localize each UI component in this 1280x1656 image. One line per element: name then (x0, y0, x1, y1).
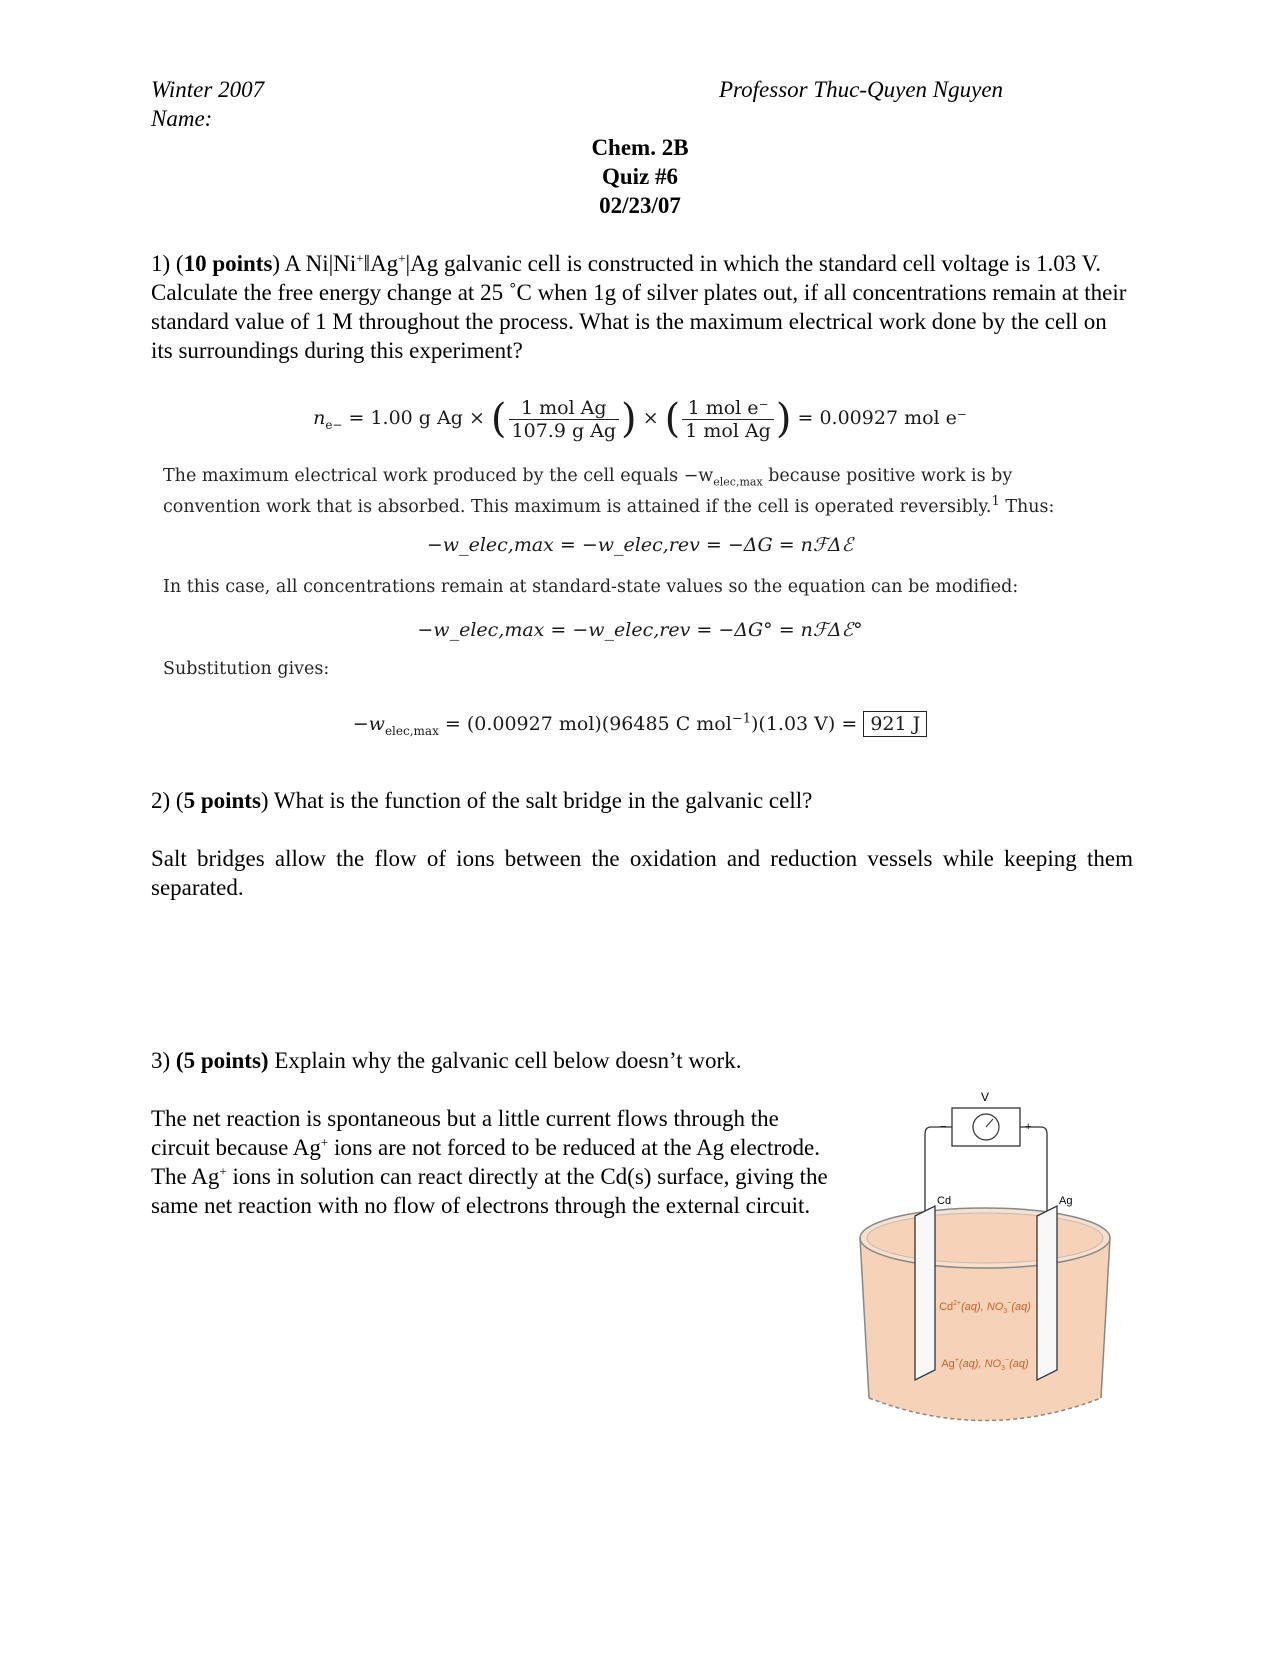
answer-2: Salt bridges allow the flow of ions between the oxidation and reduction vessels while keeping them separated. (151, 846, 1133, 900)
question-2: 2) (5 points) What is the function of the salt bridge in the galvanic cell? (151, 788, 813, 813)
question-1: 1) (10 points) A Ni|Ni+‖Ag+|Ag galvanic cell is constructed in which the standard cell voltage is 1.03 V. Calculate the free energy change at 25 ˚C when 1g of silver plates out, if all concentrations remain at their standard value of 1 M throughout the process. What is the maximum electrical work done by the cell on its surroundings during this experiment? (151, 250, 1127, 363)
equation-result: $-w_{elec,max} = (0.00927$ mol)(96485 C mol$^{-1}$)(1.03 V) = 921 J (0, 713, 1280, 738)
equation-work-delta-g: −w_elec,max = −w_elec,rev = −ΔG = nℱΔℰ (426, 534, 854, 556)
q2-points: 5 points (183, 788, 261, 813)
equation-work-standard: −w_elec,max = −w_elec,rev = −ΔG° = nℱΔℰ° (417, 619, 863, 641)
quiz-date: 02/23/07 (599, 193, 681, 218)
answer-box: 921 J (863, 711, 927, 737)
cd-electrode (915, 1206, 935, 1380)
equation-moles-electrons: $n_{e-} = 1.00$ g Ag × ( $\frac{\text{1 mol Ag}}{\text{107.9 g Ag}}$ ) × ( $\frac{\text{1 mol e⁻}}{\text{1 mol Ag}}$ ) = 0.00927 mol e⁻ (313, 396, 967, 442)
solution-label-cd: $Cd^{2+}(aq)$, $NO_3^-(aq)$ (939, 1300, 1031, 1315)
cd-label: Cd (937, 1195, 952, 1207)
q3-points: (5 points) (175, 1048, 269, 1073)
voltmeter-label: V (980, 1090, 990, 1104)
ag-electrode (1037, 1206, 1057, 1380)
term: Winter 2007 (151, 77, 265, 102)
course-title: Chem. 2B (591, 135, 689, 160)
name-label: Name: (151, 106, 213, 131)
minus-label: − (940, 1121, 947, 1133)
explanation-max-work: The maximum electrical work produced by the cell equals $-w_{elec,max}$ because positive work is by convention work that is absorbed. This maximum is attained if the cell is operated reversibly.$^1$ Thus: (163, 466, 1055, 517)
question-3: 3) (5 points) Explain why the galvanic cell below doesn’t work. (151, 1048, 742, 1073)
ag-label: Ag (1059, 1195, 1073, 1207)
answer-3: The net reaction is spontaneous but a little current flows through the circuit because Ag+ ions are not forced to be reduced at the Ag electrode. The Ag+ ions in solution can react directly at the Cd(s) surface, giving the same net reaction with no flow of electrons through the external circuit. (151, 1106, 828, 1218)
explanation-substitution: Substitution gives: (163, 659, 330, 679)
plus-label: + (1025, 1121, 1032, 1133)
solution-label-ag: Ag+(aq), $NO_3^-(aq)$ (941, 1357, 1029, 1372)
galvanic-cell-diagram (845, 1088, 1125, 1433)
explanation-standard-state: In this case, all concentrations remain at standard-state values so the equation can be modified: (163, 577, 1019, 597)
quiz-title: Quiz #6 (601, 164, 679, 189)
professor: Professor Thuc-Quyen Nguyen (719, 77, 1004, 102)
q1-points: 10 points (183, 251, 273, 276)
